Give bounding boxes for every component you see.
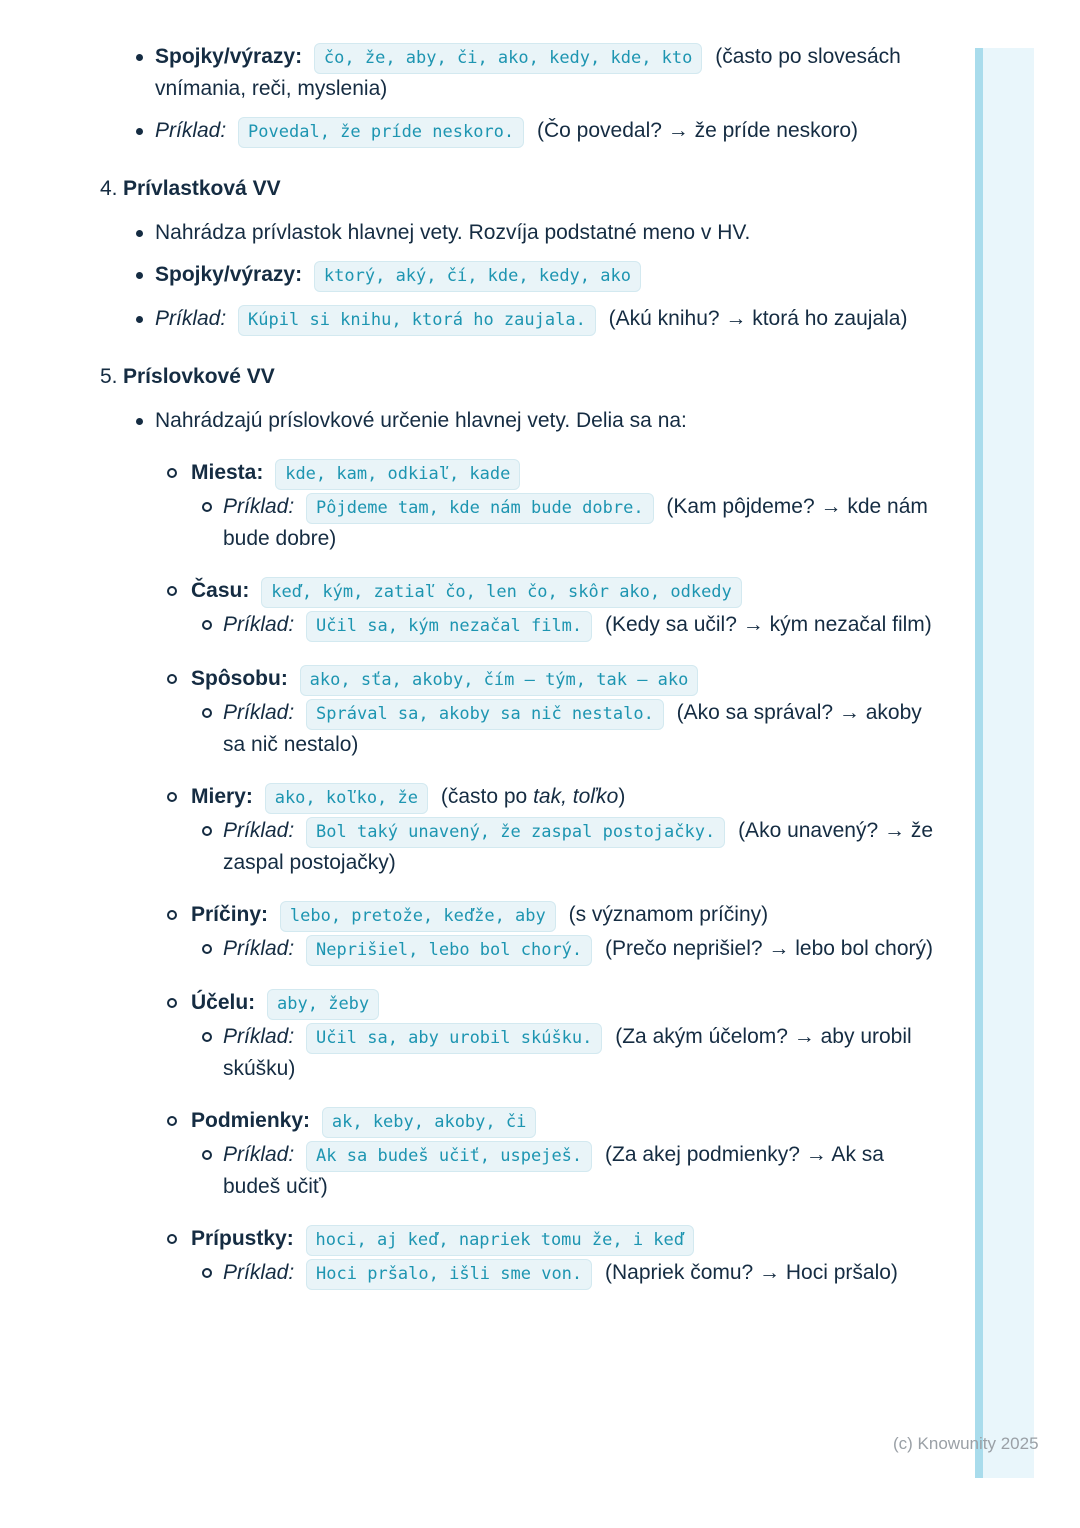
section-title: Príslovkové VV	[123, 365, 275, 388]
side-accent-panel	[983, 48, 1034, 1478]
subgroup-casu	[0, 576, 938, 642]
bullet-disc-icon	[136, 316, 143, 323]
subgroup-example	[0, 698, 938, 760]
subgroup-note: (s významom príčiny)	[568, 903, 769, 926]
example-label: Príklad:	[223, 1143, 295, 1166]
example-note: (Ako sa správal? → akoby sa nič nestalo)	[223, 701, 922, 756]
bullet-circle-icon	[167, 998, 177, 1008]
subgroup-miery	[0, 782, 938, 878]
subgroup-note-italic: tak, toľko	[533, 785, 619, 808]
subgroup-example	[0, 1022, 938, 1084]
example-code: Učil sa, aby urobil skúšku.	[306, 1023, 602, 1054]
bullet-circle-icon	[202, 502, 212, 512]
subgroup-sposobu	[0, 664, 938, 760]
list-item-priklad	[0, 304, 938, 336]
bullet-circle-icon	[167, 792, 177, 802]
bullet-circle-icon	[167, 1234, 177, 1244]
example-label: Príklad:	[223, 1025, 295, 1048]
list-item-desc	[0, 406, 938, 436]
example-label: Príklad:	[223, 613, 295, 636]
subgroup-example	[0, 492, 938, 554]
example-note: (Za akým účelom? → aby urobil skúšku)	[223, 1025, 912, 1080]
bullet-circle-icon	[167, 910, 177, 920]
section-heading-4	[0, 174, 938, 204]
section-title: Prívlastková VV	[123, 177, 281, 200]
example-code: Povedal, že príde neskoro.	[238, 117, 524, 148]
subgroup-example	[0, 610, 938, 642]
connectors-label: Spojky/výrazy:	[155, 45, 303, 68]
bullet-circle-icon	[167, 1116, 177, 1126]
connectors-note: (často po slovesách vnímania, reči, myslenia)	[155, 45, 901, 100]
example-note: (Kedy sa učil? → kým nezačal film)	[605, 613, 932, 636]
example-code: Pôjdeme tam, kde nám bude dobre.	[306, 493, 654, 524]
bullet-circle-icon	[202, 620, 212, 630]
section-number: 5.	[100, 365, 118, 388]
bullet-disc-icon	[136, 128, 143, 135]
section-heading-5	[0, 362, 938, 392]
list-item-priklad	[0, 116, 938, 148]
list-item-desc	[0, 218, 938, 248]
subgroup-head	[0, 664, 938, 696]
subgroup-example	[0, 816, 938, 878]
bullet-disc-icon	[136, 418, 143, 425]
bullet-circle-icon	[202, 1150, 212, 1160]
side-accent-line	[975, 48, 983, 1478]
copyright-notice: (c) Knowunity 2025	[893, 1434, 1039, 1453]
example-label: Príklad:	[223, 1261, 295, 1284]
example-code: Neprišiel, lebo bol chorý.	[306, 935, 592, 966]
subgroup-example	[0, 934, 938, 966]
subgroup-label: Podmienky:	[191, 1109, 311, 1132]
subgroup-code: aby, žeby	[267, 989, 379, 1020]
subgroup-priciny	[0, 900, 938, 966]
bullet-circle-icon	[202, 1032, 212, 1042]
subgroup-head	[0, 900, 938, 932]
example-note: (Ako unavený? → že zaspal postojačky)	[223, 819, 933, 874]
subgroup-head	[0, 782, 938, 814]
example-label: Príklad:	[155, 307, 227, 330]
subgroup-head	[0, 988, 938, 1020]
example-code: Správal sa, akoby sa nič nestalo.	[306, 699, 664, 730]
example-label: Príklad:	[223, 701, 295, 724]
bullet-disc-icon	[136, 272, 143, 279]
example-label: Príklad:	[223, 819, 295, 842]
subgroup-code: ako, sťa, akoby, čím – tým, tak – ako	[300, 665, 699, 696]
list-item-spojky	[0, 42, 938, 104]
subgroup-code: lebo, pretože, keďže, aby	[280, 901, 556, 932]
bullet-circle-icon	[167, 468, 177, 478]
subgroup-head	[0, 458, 938, 490]
subgroup-code: keď, kým, zatiaľ čo, len čo, skôr ako, odkedy	[261, 577, 742, 608]
subgroup-code: kde, kam, odkiaľ, kade	[275, 459, 520, 490]
example-note: (Prečo neprišiel? → lebo bol chorý)	[605, 937, 933, 960]
example-label: Príklad:	[223, 495, 295, 518]
subgroup-example	[0, 1258, 938, 1290]
subgroup-code: ako, koľko, že	[265, 783, 428, 814]
example-code: Hoci pršalo, išli sme von.	[306, 1259, 592, 1290]
bullet-circle-icon	[202, 944, 212, 954]
example-note: (Kam pôjdeme? → kde nám bude dobre)	[223, 495, 928, 550]
subgroup-label: Miery:	[191, 785, 253, 808]
connectors-label: Spojky/výrazy:	[155, 263, 303, 286]
connectors-code: čo, že, aby, či, ako, kedy, kde, kto	[314, 43, 702, 74]
section-desc: Nahrádzajú príslovkové určenie hlavnej vety. Delia sa na:	[155, 409, 687, 432]
connectors-code: ktorý, aký, čí, kde, kedy, ako	[314, 261, 641, 292]
example-code: Ak sa budeš učiť, uspeješ.	[306, 1141, 592, 1172]
subgroup-miesta	[0, 458, 938, 554]
section-number: 4.	[100, 177, 118, 200]
example-label: Príklad:	[155, 119, 227, 142]
example-code: Kúpil si knihu, ktorá ho zaujala.	[238, 305, 596, 336]
subgroup-label: Príčiny:	[191, 903, 269, 926]
subgroup-example	[0, 1140, 938, 1202]
subgroup-head	[0, 1106, 938, 1138]
example-code: Bol taký unavený, že zaspal postojačky.	[306, 817, 725, 848]
bullet-circle-icon	[167, 674, 177, 684]
bullet-circle-icon	[202, 708, 212, 718]
example-note: (Napriek čomu? → Hoci pršalo)	[605, 1261, 898, 1284]
subgroup-note: (často po	[440, 785, 534, 808]
subgroup-code: ak, keby, akoby, či	[322, 1107, 536, 1138]
subgroup-label: Účelu:	[191, 991, 256, 1014]
subgroup-head	[0, 1224, 938, 1256]
example-note: (Čo povedal? → že príde neskoro)	[537, 119, 858, 142]
subgroup-podmienky	[0, 1106, 938, 1202]
subgroup-code: hoci, aj keď, napriek tomu že, i keď	[306, 1225, 694, 1256]
bullet-circle-icon	[167, 586, 177, 596]
document-content	[0, 42, 938, 1292]
bullet-circle-icon	[202, 826, 212, 836]
bullet-disc-icon	[136, 230, 143, 237]
example-code: Učil sa, kým nezačal film.	[306, 611, 592, 642]
subgroup-label: Času:	[191, 579, 250, 602]
subgroup-ucelu	[0, 988, 938, 1084]
subgroup-note-end: )	[618, 785, 626, 808]
subgroup-label: Miesta:	[191, 461, 264, 484]
bullet-circle-icon	[202, 1268, 212, 1278]
example-label: Príklad:	[223, 937, 295, 960]
section-desc: Nahrádza prívlastok hlavnej vety. Rozvíja podstatné meno v HV.	[155, 221, 751, 244]
list-item-spojky	[0, 260, 938, 292]
subgroup-label: Spôsobu:	[191, 667, 288, 690]
subgroup-head	[0, 576, 938, 608]
bullet-disc-icon	[136, 54, 143, 61]
subgroup-label: Prípustky:	[191, 1227, 294, 1250]
subgroup-pripustky	[0, 1224, 938, 1290]
example-note: (Akú knihu? → ktorá ho zaujala)	[608, 307, 908, 330]
example-note: (Za akej podmienky? → Ak sa budeš učiť)	[223, 1143, 884, 1198]
